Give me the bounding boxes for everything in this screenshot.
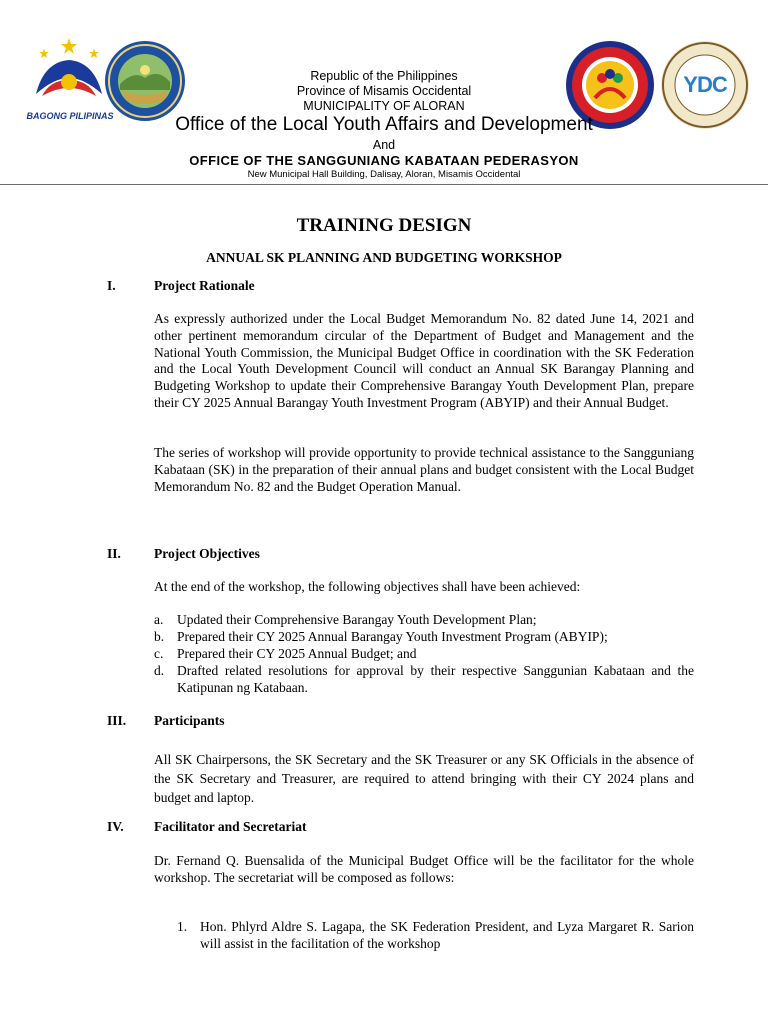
municipality-text: MUNICIPALITY OF ALORAN <box>303 99 465 113</box>
list-item: Hon. Phlyrd Aldre S. Lagapa, the SK Federation President, and Lyza Margaret R. Sarion will assist in the facilitation of the workshop <box>200 919 694 951</box>
list-marker: 1. <box>177 919 188 934</box>
sk-office-title: OFFICE OF THE SANGGUNIANG KABATAAN PEDERASYON <box>189 153 579 168</box>
section-title: Project Objectives <box>154 546 260 561</box>
list-marker: a. <box>154 612 164 627</box>
section-number: IV. <box>107 819 124 834</box>
document-title: TRAINING DESIGN <box>296 215 472 236</box>
and-text: And <box>372 138 396 152</box>
paragraph: All SK Chairpersons, the SK Secretary and the SK Treasurer or any SK Officials in the absence of the SK Secretary and Treasurer, are required to attend bringing with their CY 2024 plans and budget and laptop. <box>154 752 694 805</box>
bagong-pilipinas-text: BAGONG PILIPINAS <box>26 111 114 121</box>
address-text: New Municipal Hall Building, Dalisay, Aloran, Misamis Occidental <box>247 169 521 180</box>
section-number: III. <box>107 713 127 728</box>
section-number: I. <box>107 278 116 293</box>
section-title: Participants <box>154 713 225 728</box>
section-title: Project Rationale <box>154 278 255 293</box>
paragraph: At the end of the workshop, the following objectives shall have been achieved: <box>154 579 581 594</box>
list-marker: c. <box>154 646 164 661</box>
paragraph: As expressly authorized under the Local Budget Memorandum No. 82 dated June 14, 2021 and other pertinent memorandum circular of the Department of Budget and Management and the National Youth Commission, the Municipal Budget Office in coordination with the SK Federation and the Local Youth Development Council will conduct an Annual SK Barangay Planning and Budgeting Workshop to update their Comprehensive Barangay Youth Development Plan, prepare their CY 2025 Annual Barangay Youth Investment Program (ABYIP) and their Annual Budget. <box>154 311 694 410</box>
document-subtitle: ANNUAL SK PLANNING AND BUDGETING WORKSHOP <box>206 250 562 265</box>
list-marker: d. <box>154 663 165 678</box>
list-item: Prepared their CY 2025 Annual Budget; and <box>177 646 417 661</box>
list-item: Drafted related resolutions for approval by their respective Sanggunian Kabataan and the Katipunan ng Katabaan. <box>177 663 694 695</box>
republic-text: Republic of the Philippines <box>310 69 458 83</box>
list-item: Prepared their CY 2025 Annual Barangay Youth Investment Program (ABYIP); <box>177 629 608 644</box>
province-text: Province of Misamis Occidental <box>296 84 472 98</box>
header-divider <box>0 184 768 185</box>
paragraph: Dr. Fernand Q. Buensalida of the Municipal Budget Office will be the facilitator for the whole workshop. The secretariat will be composed as follows: <box>154 853 694 885</box>
section-title: Facilitator and Secretariat <box>154 819 307 834</box>
section-number: II. <box>107 546 121 561</box>
list-marker: b. <box>154 629 165 644</box>
paragraph: The series of workshop will provide opportunity to provide technical assistance to the Sangguniang Kabataan (SK) in the preparation of their annual plans and budget consistent with the Local Budget Memorandum No. 82 and the Budget Operation Manual. <box>154 445 694 494</box>
list-item: Updated their Comprehensive Barangay Youth Development Plan; <box>177 612 537 627</box>
ydc-text: YDC <box>683 72 727 97</box>
office-title: Office of the Local Youth Affairs and Development <box>175 114 593 135</box>
